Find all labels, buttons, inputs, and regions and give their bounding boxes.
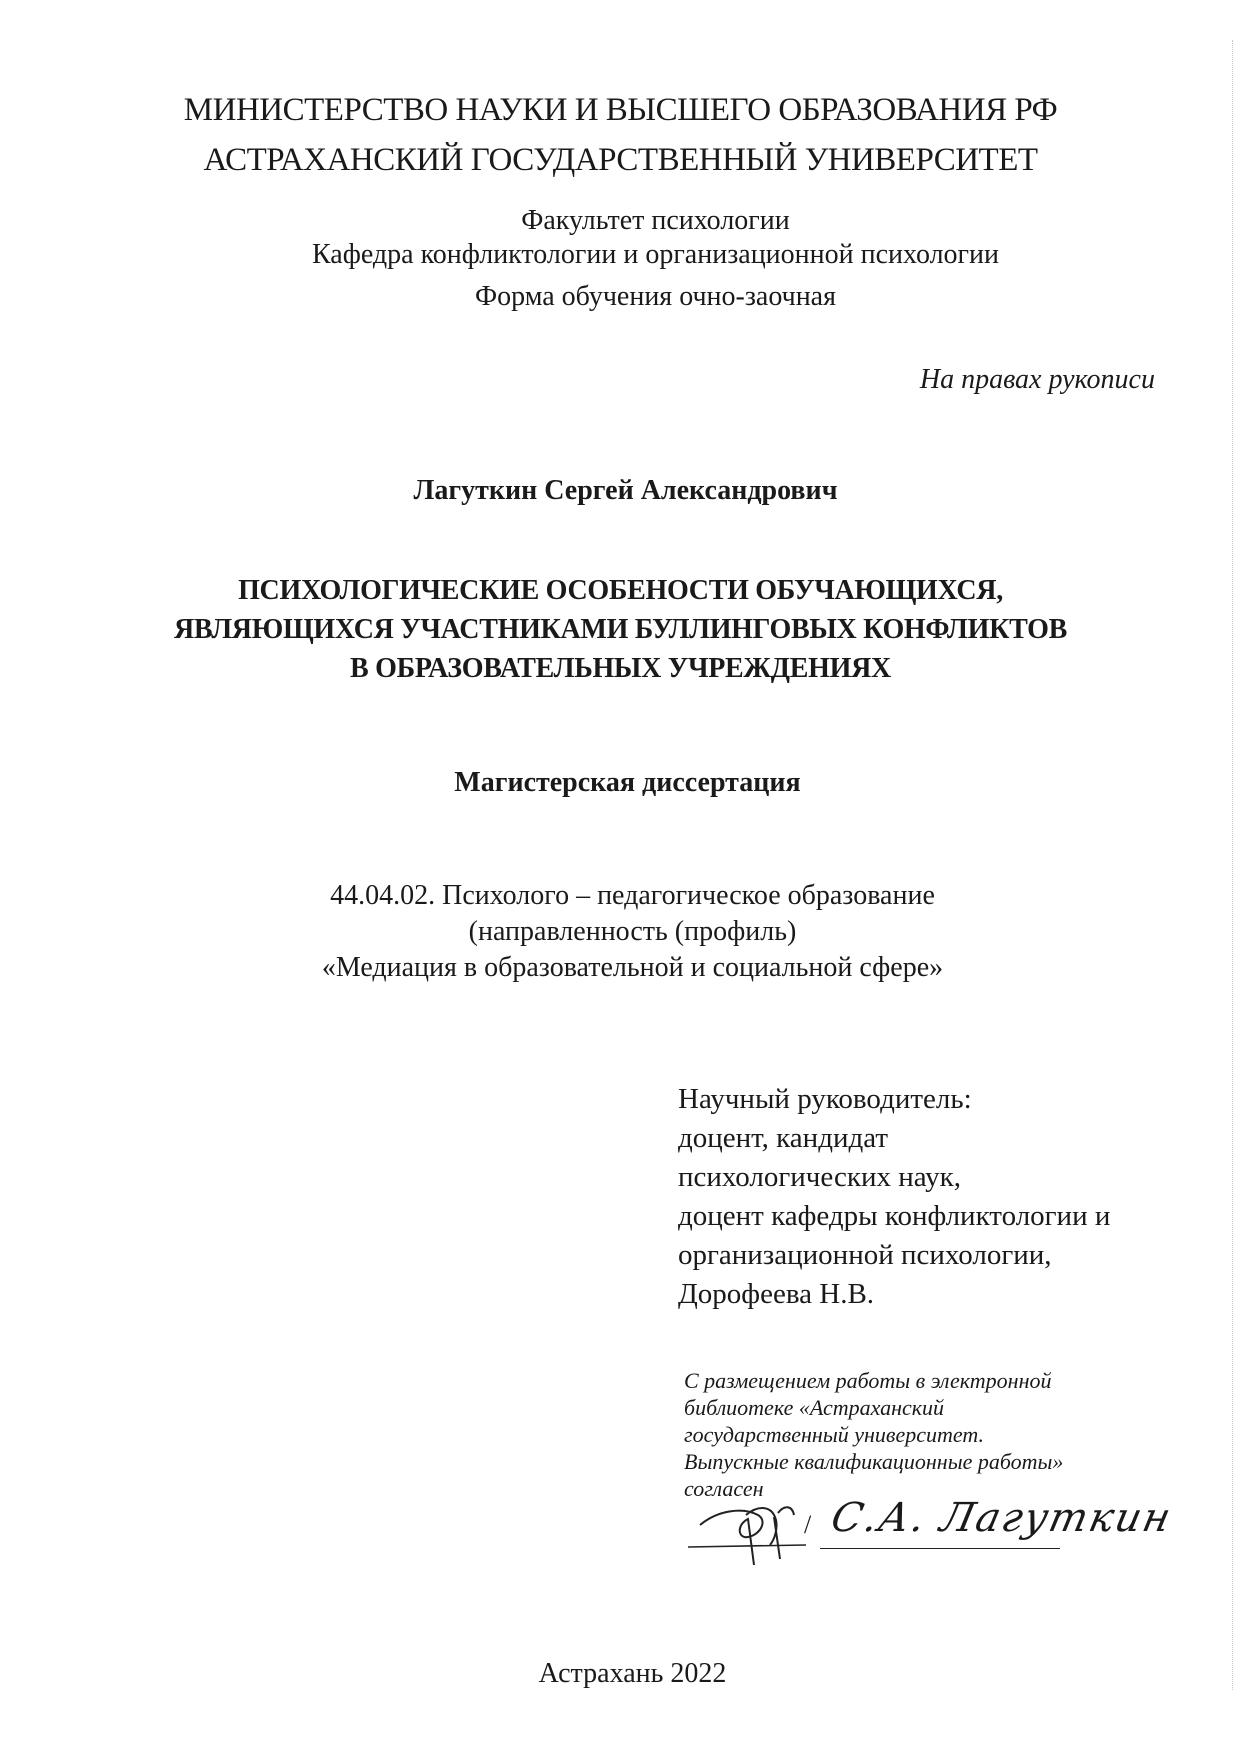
specialty-line-1: 44.04.02. Психолого – педагогическое образование — [330, 880, 935, 911]
university-name: АСТРАХАНСКИЙ ГОСУДАРСТВЕННЫЙ УНИВЕРСИТЕТ — [203, 142, 1038, 178]
consent-line-4: Выпускные квалификационные работы» — [684, 1449, 1064, 1474]
supervisor-block — [678, 1080, 1110, 1314]
author-name: Лагуткин Сергей Александрович — [413, 475, 838, 506]
thesis-title-line-3: В ОБРАЗОВАТЕЛЬНЫХ УЧРЕЖДЕНИЯХ — [350, 653, 891, 684]
specialty-line-3: «Медиация в образовательной и социальной сфере» — [321, 952, 944, 983]
consent-line-1: С размещением работы в электронной — [684, 1368, 1052, 1393]
specialty-line-2: (направленность (профиль) — [468, 916, 797, 947]
handwritten-name: С.А. Лагуткин — [827, 1495, 1177, 1541]
supervisor-line-1: Научный руководитель: — [678, 1083, 972, 1115]
signature-underline — [820, 1548, 1060, 1549]
ministry-name: МИНИСТЕРСТВО НАУКИ И ВЫСШЕГО ОБРАЗОВАНИЯ РФ — [183, 92, 1058, 128]
work-type: Магистерская диссертация — [454, 767, 801, 798]
consent-line-2: библиотеке «Астраханский — [684, 1395, 945, 1420]
handwritten-signature-icon — [688, 1475, 808, 1580]
study-form: Форма обучения очно-заочная — [475, 281, 836, 312]
thesis-title-line-2: ЯВЛЯЮЩИХСЯ УЧАСТНИКАМИ БУЛЛИНГОВЫХ КОНФЛИКТОВ — [174, 614, 1067, 645]
supervisor-line-3: психологических наук, — [678, 1161, 961, 1193]
manuscript-note: На правах рукописи — [919, 364, 1155, 395]
department-name: Кафедра конфликтологии и организационной психологии — [312, 239, 999, 270]
supervisor-line-4: доцент кафедры конфликтологии и — [678, 1200, 1111, 1232]
faculty-name: Факультет психологии — [521, 205, 790, 236]
supervisor-line-5: организационной психологии, — [678, 1239, 1052, 1271]
city-year: Астрахань 2022 — [538, 1658, 727, 1689]
consent-line-3: государственный университет. — [684, 1422, 984, 1447]
thesis-title-line-1: ПСИХОЛОГИЧЕСКИЕ ОСОБЕНОСТИ ОБУЧАЮЩИХСЯ, — [238, 575, 1003, 606]
signature-separator: / — [804, 1510, 812, 1539]
supervisor-line-6: Дорофеева Н.В. — [678, 1278, 875, 1310]
supervisor-line-2: доцент, кандидат — [678, 1122, 889, 1154]
consent-line-5: согласен — [684, 1476, 764, 1501]
